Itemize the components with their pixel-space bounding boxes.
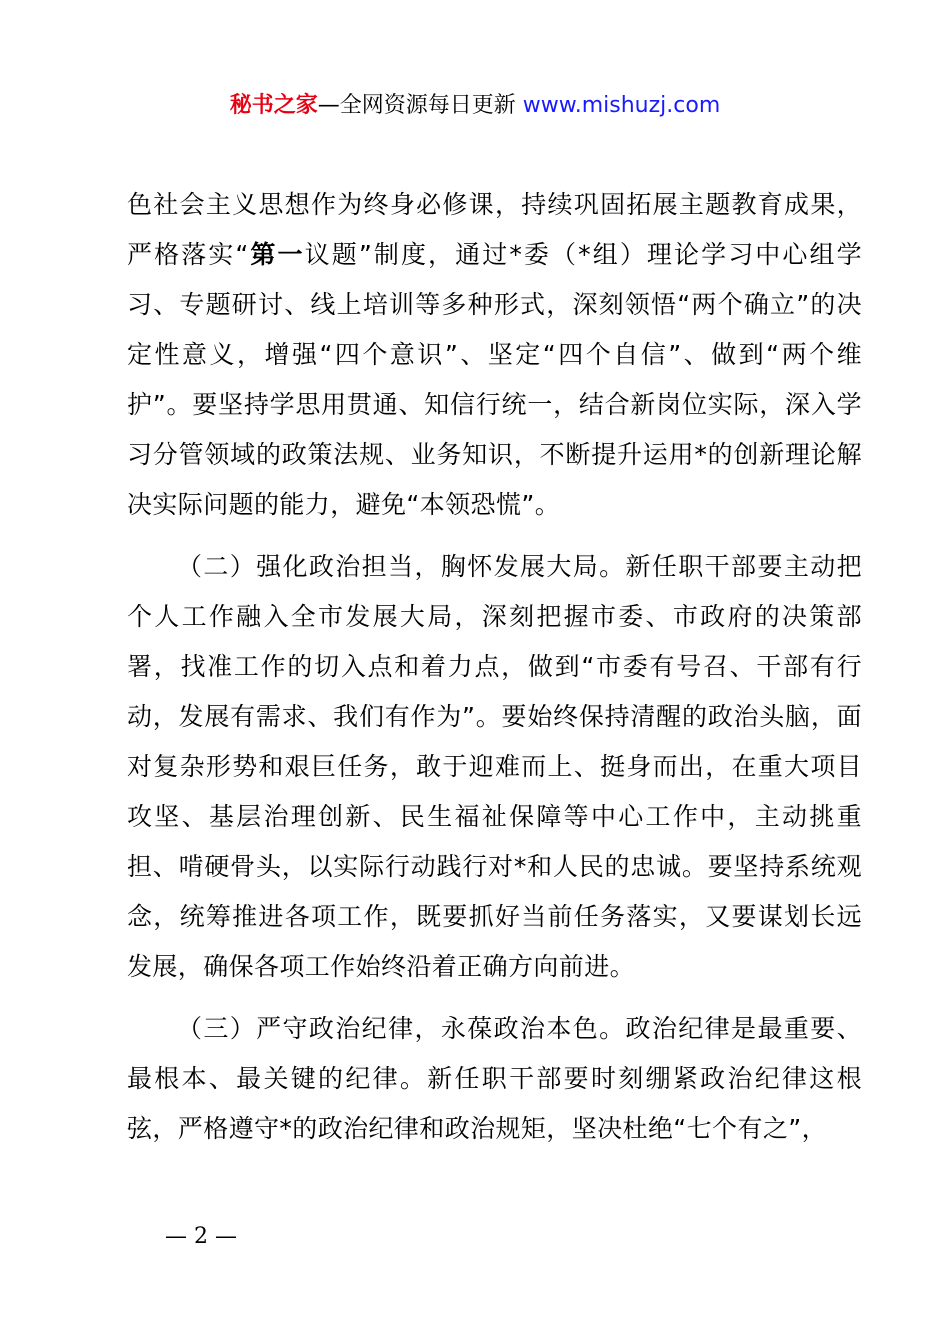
paragraph-section-3: （三）严守政治纪律，永葆政治本色。政治纪律是最重要、最根本、最关键的纪律。新任职干部要时刻绷紧政治纪律这根弦，严格遵守*的政治纪律和政治规矩，坚决杜绝“七个有之”， <box>127 1014 862 1143</box>
bold-emphasis: 第一 <box>248 240 305 269</box>
paragraph-section-2: （二）强化政治担当，胸怀发展大局。新任职干部要主动把个人工作融入全市发展大局，深刻把握市委、市政府的决策部署，找准工作的切入点和着力点，做到“市委有号召、干部有行动，发展有需求、我们有作为”。要始终保持清醒的政治头脑，面对复杂形势和艰巨任务，敢于迎难而上、挺身而出，在重大项目攻坚、基层治理创新、民生福祉保障等中心工作中，主动挑重担、啃硬骨头，以实际行动践行对*和人民的忠诚。要坚持系统观念，统筹推进各项工作，既要抓好当前任务落实，又要谋划长远发展，确保各项工作始终沿着正确方向前进。 <box>127 552 862 981</box>
document-body <box>127 180 862 1166</box>
paragraph-continuation <box>127 180 862 530</box>
paragraph-text: 色社会主义思想作为终身必修课，持续巩固拓展主题教育成果，严格落实“ <box>127 190 862 269</box>
site-slogan: —全网资源每日更新 <box>317 93 516 118</box>
page-number: — 2 — <box>165 1224 237 1249</box>
brand-name: 秘书之家 <box>229 93 318 118</box>
paragraph-text: 议题”制度，通过*委（*组）理论学习中心组学习、专题研讨、线上培训等多种形式，深刻领悟“两个确立”的决定性意义，增强“四个意识”、坚定“四个自信”、做到“两个维护”。要坚持学思用贯通、知信行统一，结合新岗位实际，深入学习分管领域的政策法规、业务知识，不断提升运用*的创新理论解决实际问题的能力，避免“本领恐慌”。 <box>127 240 862 519</box>
site-header <box>0 88 950 124</box>
site-url-link[interactable]: www.mishuzj.com <box>522 93 721 118</box>
